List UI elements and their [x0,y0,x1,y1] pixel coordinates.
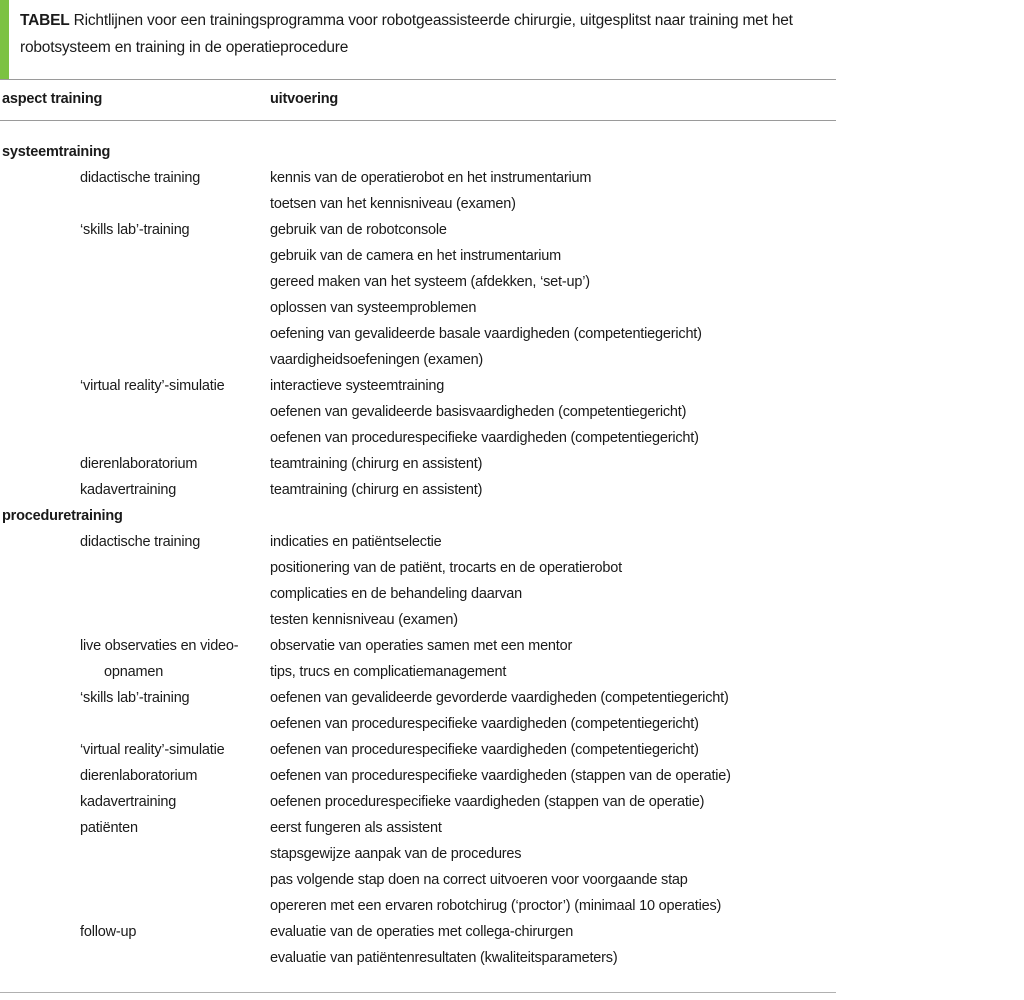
table-row [0,347,836,373]
table-body [0,139,836,971]
caption-label: TABEL [20,12,70,29]
table-row [0,659,836,685]
aspect-cell: dierenlaboratorium [80,768,198,784]
table-row [0,451,836,477]
table-row [0,633,836,659]
execution-cell: evaluatie van patiëntenresultaten (kwaliteitsparameters) [270,950,618,966]
section-heading: systeemtraining [2,144,111,160]
table-row [0,269,836,295]
column-header-aspect: aspect training [2,91,103,107]
aspect-cell: kadavertraining [80,482,177,498]
execution-cell: indicaties en patiëntselectie [270,534,442,550]
table-row [0,711,836,737]
table-row [0,763,836,789]
execution-cell: observatie van operaties samen met een mentor [270,638,573,654]
execution-cell: complicaties en de behandeling daarvan [270,586,522,602]
execution-cell: tips, trucs en complicatiemanagement [270,664,507,680]
table-row [0,165,836,191]
table-row [0,685,836,711]
aspect-cell: patiënten [80,820,138,836]
table-row [0,581,836,607]
section-row [0,139,836,165]
aspect-cell: ‘virtual reality’-simulatie [80,742,225,758]
aspect-cell: kadavertraining [80,794,177,810]
section-heading: proceduretraining [2,508,123,524]
table-row [0,789,836,815]
execution-cell: toetsen van het kennisniveau (examen) [270,196,516,212]
execution-cell: pas volgende stap doen na correct uitvoeren voor voorgaande stap [270,872,688,888]
execution-cell: oefenen van procedurespecifieke vaardigheden (stappen van de operatie) [270,768,731,784]
header-rule [0,120,836,121]
execution-cell: oefenen van procedurespecifieke vaardigheden (competentiegericht) [270,716,699,732]
execution-cell: testen kennisniveau (examen) [270,612,458,628]
execution-cell: evaluatie van de operaties met collega-chirurgen [270,924,574,940]
table-row [0,737,836,763]
bottom-rule [0,992,836,993]
execution-cell: teamtraining (chirurg en assistent) [270,482,483,498]
execution-cell: gebruik van de robotconsole [270,222,447,238]
execution-cell: gereed maken van het systeem (afdekken, ‘set-up’) [270,274,590,290]
table-row [0,867,836,893]
execution-cell: oefening van gevalideerde basale vaardigheden (competentiegericht) [270,326,702,342]
execution-cell: kennis van de operatierobot en het instrumentarium [270,170,592,186]
aspect-cell: didactische training [80,534,201,550]
execution-cell: positionering van de patiënt, trocarts en de operatierobot [270,560,622,576]
table-row [0,373,836,399]
table-row [0,191,836,217]
section-row [0,503,836,529]
aspect-cell: ‘skills lab’-training [80,222,190,238]
execution-cell: oefenen van gevalideerde basisvaardigheden (competentiegericht) [270,404,687,420]
execution-cell: oefenen procedurespecifieke vaardigheden (stappen van de operatie) [270,794,705,810]
column-header-execution: uitvoering [270,91,339,107]
table-row [0,945,836,971]
execution-cell: stapsgewijze aanpak van de procedures [270,846,522,862]
aspect-cell: ‘skills lab’-training [80,690,190,706]
execution-cell: gebruik van de camera en het instrumentarium [270,248,562,264]
execution-cell: oefenen van procedurespecifieke vaardigheden (competentiegericht) [270,430,699,446]
table-row [0,529,836,555]
table-row [0,477,836,503]
aspect-cell: didactische training [80,170,201,186]
execution-cell: teamtraining (chirurg en assistent) [270,456,483,472]
execution-cell: oplossen van systeemproblemen [270,300,477,316]
table-row [0,893,836,919]
table-caption [0,0,836,79]
aspect-cell: opnamen [104,664,164,680]
table-row [0,815,836,841]
execution-cell: eerst fungeren als assistent [270,820,442,836]
aspect-cell: live observaties en video- [80,638,239,654]
aspect-cell: ‘virtual reality’-simulatie [80,378,225,394]
execution-cell: oefenen van gevalideerde gevorderde vaardigheden (competentiegericht) [270,690,729,706]
aspect-cell: follow-up [80,924,137,940]
aspect-cell: dierenlaboratorium [80,456,198,472]
table-row [0,607,836,633]
caption-text: Richtlijnen voor een trainingsprogramma voor robotgeassisteerde chirurgie, uitgesplitst naar training met het robotsysteem en training in de operatieprocedure [20,12,793,56]
table-row [0,217,836,243]
table-row [0,399,836,425]
table-row [0,555,836,581]
execution-cell: vaardigheidsoefeningen (examen) [270,352,484,368]
table-row [0,919,836,945]
table-row [0,243,836,269]
table-row [0,321,836,347]
execution-cell: interactieve systeemtraining [270,378,445,394]
table-row [0,425,836,451]
table-row [0,295,836,321]
execution-cell: opereren met een ervaren robotchirug (‘proctor’) (minimaal 10 operaties) [270,898,722,914]
table-row [0,841,836,867]
execution-cell: oefenen van procedurespecifieke vaardigheden (competentiegericht) [270,742,699,758]
top-rule [0,79,836,80]
